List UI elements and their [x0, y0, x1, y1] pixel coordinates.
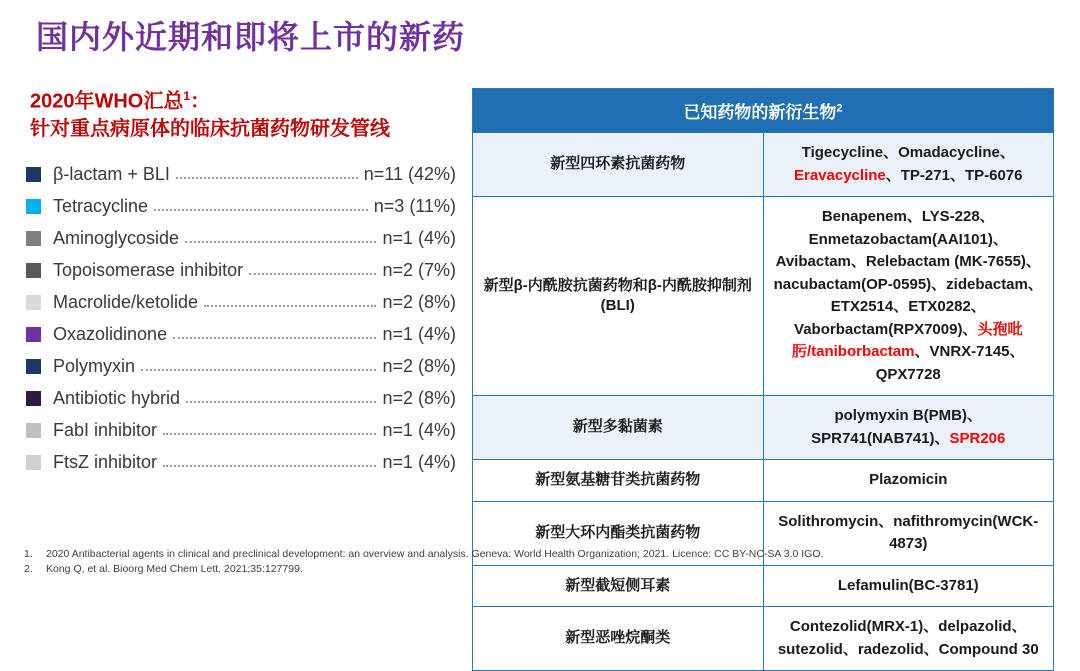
legend-item: [26, 287, 456, 319]
legend-item: [26, 415, 456, 447]
table-row: [473, 460, 1054, 502]
legend-value: n=2 (8%): [382, 388, 456, 409]
legend-value: n=2 (8%): [382, 356, 456, 377]
legend-item: [26, 159, 456, 191]
legend-swatch-icon: [26, 391, 41, 406]
footnote-number: 1.: [24, 547, 33, 560]
drug-text-post: 、VNRX-7145、QPX7728: [875, 343, 1025, 383]
category-cell: 新型截短侧耳素: [473, 565, 764, 607]
legend-item: [26, 223, 456, 255]
table-row: [473, 197, 1054, 396]
legend-swatch-icon: [26, 359, 41, 374]
legend-swatch-icon: [26, 295, 41, 310]
drug-cell: Lefamulin(BC-3781): [763, 565, 1054, 607]
drug-cell: [763, 396, 1054, 460]
legend-leader-dots: [154, 197, 368, 211]
footnote-text: 2020 Antibacterial agents in clinical and preclinical development: an overview and analysis. Geneva: World Health Organization; 2021. Licence: CC BY-NC-SA 3.0 IGO.: [46, 547, 824, 560]
page-title: 国内外近期和即将上市的新药: [36, 19, 466, 55]
legend-swatch-icon: [26, 455, 41, 470]
drug-text-highlight: Eravacycline: [794, 166, 886, 184]
legend-swatch-icon: [26, 231, 41, 246]
table-header-cell: [473, 89, 1054, 133]
table-header-superscript: 2: [836, 102, 843, 115]
legend-label: Oxazolidinone: [53, 324, 168, 345]
legend-swatch-icon: [26, 263, 41, 278]
legend-swatch-icon: [26, 327, 41, 342]
drug-cell: [763, 133, 1054, 197]
legend-value: n=1 (4%): [382, 452, 456, 473]
left-panel: [26, 88, 456, 479]
legend-leader-dots: [163, 453, 376, 467]
legend-value: n=2 (7%): [382, 260, 456, 281]
category-cell: 新型大环内酯类抗菌药物: [473, 501, 764, 565]
legend-value: n=11 (42%): [363, 164, 456, 185]
legend-list: [26, 159, 456, 479]
drug-cell: Solithromycin、nafithromycin(WCK-4873): [763, 501, 1054, 565]
legend-item: [26, 351, 456, 383]
left-heading-line2: 针对重点病原体的临床抗菌药物研发管线: [30, 117, 390, 140]
drug-table: [472, 88, 1054, 671]
footnotes: [24, 547, 1064, 579]
drug-text-pre: Tigecycline、Omadacycline、: [801, 144, 1015, 161]
legend-label: Aminoglycoside: [53, 228, 180, 249]
legend-leader-dots: [176, 165, 358, 179]
drug-text-highlight: 头孢吡肟/taniborbactam: [791, 320, 1023, 360]
table-row: [473, 396, 1054, 460]
footnote-item: [24, 562, 1064, 578]
drug-cell: [763, 197, 1054, 396]
legend-leader-dots: [141, 357, 376, 371]
footnote-text: Kong Q, et al. Bioorg Med Chem Lett. 2021;35:127799.: [46, 563, 303, 576]
drug-table-container: [472, 88, 1054, 671]
drug-cell: Plazomicin: [763, 460, 1054, 502]
legend-swatch-icon: [26, 423, 41, 438]
legend-leader-dots: [185, 229, 376, 243]
drug-text-highlight: SPR206: [949, 429, 1006, 447]
drug-text-pre: polymyxin B(PMB)、SPR741(NAB741)、: [811, 407, 982, 447]
legend-value: n=2 (8%): [382, 292, 456, 313]
category-cell: 新型四环素抗菌药物: [473, 133, 764, 197]
legend-leader-dots: [173, 325, 376, 339]
drug-text-post: 、TP-271、TP-6076: [885, 166, 1023, 184]
legend-item: [26, 383, 456, 415]
left-heading-colon: ：: [190, 90, 211, 113]
legend-item: [26, 319, 456, 351]
legend-label: Macrolide/ketolide: [53, 292, 199, 313]
footnote-number: 2.: [24, 563, 33, 576]
category-cell: 新型β-内酰胺抗菌药物和β-内酰胺抑制剂(BLI): [473, 197, 764, 396]
legend-label: FtsZ inhibitor: [53, 452, 158, 473]
legend-label: FabI inhibitor: [53, 420, 158, 441]
legend-label: Topoisomerase inhibitor: [53, 260, 244, 281]
left-heading-line1: 2020年WHO汇总: [30, 90, 184, 113]
legend-leader-dots: [163, 421, 376, 435]
legend-label: Tetracycline: [53, 196, 149, 217]
legend-label: Antibiotic hybrid: [53, 388, 181, 409]
legend-value: n=1 (4%): [382, 420, 456, 441]
category-cell: 新型多黏菌素: [473, 396, 764, 460]
legend-value: n=3 (11%): [373, 196, 456, 217]
legend-leader-dots: [204, 293, 376, 307]
legend-value: n=1 (4%): [382, 324, 456, 345]
table-row: [473, 607, 1054, 671]
table-row: [473, 133, 1054, 197]
legend-item: [26, 191, 456, 223]
legend-label: Polymyxin: [53, 356, 136, 377]
legend-swatch-icon: [26, 199, 41, 214]
legend-leader-dots: [249, 261, 376, 275]
legend-item: [26, 255, 456, 287]
category-cell: 新型恶唑烷酮类: [473, 607, 764, 671]
left-heading: [26, 88, 456, 143]
footnote-item: [24, 547, 1064, 563]
legend-item: [26, 447, 456, 479]
left-heading-superscript: 1: [183, 89, 191, 103]
drug-text-pre: Benapenem、LYS-228、Enmetazobactam(AAI101)、Avibactam、Relebactam (MK-7655)、nacubactam(OP-0595)、zidebactam、ETX2514、ETX0282、Vaborbactam(RPX7009)、: [773, 208, 1043, 338]
table-header-row: [473, 89, 1054, 133]
table-header-label: 已知药物的新衍生物: [683, 103, 837, 122]
legend-swatch-icon: [26, 167, 41, 182]
drug-cell: Contezolid(MRX-1)、delpazolid、sutezolid、radezolid、Compound 30: [763, 607, 1054, 671]
legend-label: β-lactam + BLI: [53, 164, 170, 185]
legend-value: n=1 (4%): [382, 228, 456, 249]
category-cell: 新型氨基糖苷类抗菌药物: [473, 460, 764, 502]
legend-leader-dots: [186, 389, 376, 403]
